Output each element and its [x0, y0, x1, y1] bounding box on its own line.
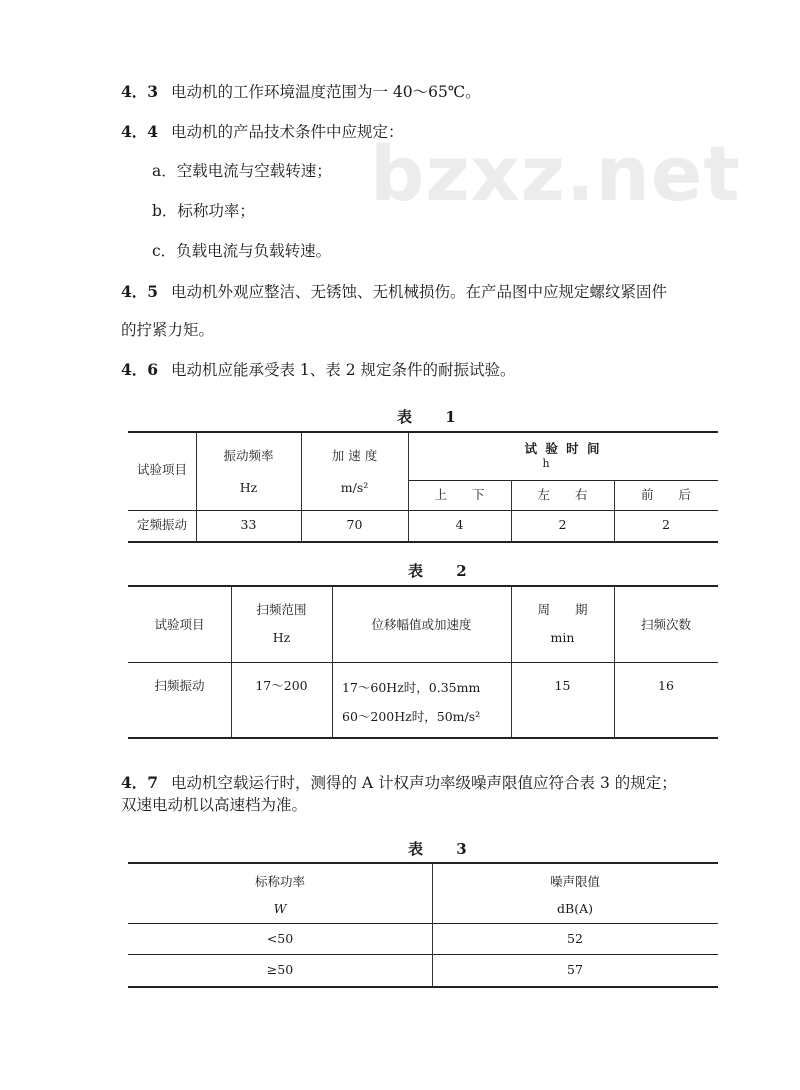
- table1-cell-updown: 4: [455, 517, 464, 532]
- table2-caption: 表 2: [408, 562, 481, 580]
- clause-text: 电动机应能承受表 1、表 2 规定条件的耐振试验。: [171, 361, 516, 379]
- table2-cell-displacement-2: 60～200Hz时，50m/s²: [342, 709, 481, 724]
- list-item-a: a．空载电流与空载转速；: [152, 162, 332, 180]
- table3-cell-power-2: ≥50: [266, 962, 294, 977]
- table3-cell-noise-2: 57: [567, 962, 583, 977]
- clause-text: 电动机的工作环境温度范围为一 40～65℃。: [171, 83, 481, 101]
- clause-4-5-continued: 的拧紧力矩。: [121, 321, 215, 339]
- table3-caption: 表 3: [408, 840, 481, 858]
- table2-header-range-unit: Hz: [272, 630, 291, 645]
- watermark: bzxz.net: [370, 129, 741, 218]
- table1-cell-leftright: 2: [558, 517, 567, 532]
- clause-4-7-continued: 双速电动机以高速档为准。: [121, 796, 308, 814]
- table3-header-power: 标称功率: [254, 874, 305, 889]
- table3-header-noise-unit: dB(A): [557, 901, 593, 916]
- clause-number: 4．4: [121, 122, 159, 141]
- clause-text: 电动机的产品技术条件中应规定：: [171, 123, 404, 141]
- clause-4-3: [121, 84, 481, 101]
- table1-header-item: 试验项目: [136, 462, 187, 477]
- table1-header-time-unit: h: [542, 457, 550, 470]
- clause-number: 4．7: [121, 773, 159, 792]
- clause-number: 4．6: [121, 360, 159, 379]
- clause-4-4: [121, 124, 404, 141]
- table1-header-updown: 上 下: [434, 487, 485, 502]
- table1-header-acc: 加 速 度: [331, 448, 378, 463]
- table1-cell-item: 定频振动: [136, 517, 187, 532]
- table1-header-time: 试 验 时 间: [524, 441, 602, 456]
- table3-cell-power-1: <50: [266, 931, 294, 946]
- table2-cell-item: 扫频振动: [154, 678, 205, 693]
- clause-4-6: [121, 362, 516, 379]
- table2-cell-displacement-1: 17～60Hz时，0.35mm: [342, 680, 481, 695]
- table2-header-period: 周 期: [537, 602, 588, 617]
- clause-4-5: [121, 284, 667, 301]
- table1-cell-acc: 70: [346, 517, 363, 532]
- table1-header-leftright: 左 右: [537, 487, 588, 502]
- list-item-c: c．负载电流与负载转速。: [152, 242, 332, 260]
- table1-caption: 表 1: [397, 408, 470, 426]
- clause-4-7: [121, 775, 677, 792]
- table3-header-noise: 噪声限值: [549, 874, 600, 889]
- list-item-b: b．标称功率；: [152, 202, 255, 220]
- table1-header-frontback: 前 后: [640, 487, 691, 502]
- table3-cell-noise-1: 52: [567, 931, 583, 946]
- table2-header-displacement: 位移幅值或加速度: [371, 617, 472, 632]
- table2-cell-range: 17～200: [255, 678, 308, 693]
- table2-cell-period: 15: [554, 678, 571, 693]
- table1-header-freq: 振动频率: [223, 448, 274, 463]
- table2-header-period-unit: min: [550, 630, 575, 645]
- clause-number: 4．3: [121, 82, 159, 101]
- clause-text: 电动机外观应整洁、无锈蚀、无机械损伤。在产品图中应规定螺纹紧固件: [171, 283, 668, 301]
- table2-header-range: 扫频范围: [256, 602, 307, 617]
- table2-header-count: 扫频次数: [640, 617, 691, 632]
- clause-text: 电动机空载运行时，测得的 A 计权声功率级噪声限值应符合表 3 的规定；: [171, 774, 677, 792]
- table1-header-acc-unit: m/s²: [340, 480, 369, 495]
- table1-header-freq-unit: Hz: [239, 480, 258, 495]
- table3-header-power-unit: W: [273, 901, 287, 916]
- table1-cell-freq: 33: [240, 517, 257, 532]
- clause-number: 4．5: [121, 282, 159, 301]
- table2-cell-count: 16: [658, 678, 674, 693]
- table2-header-item: 试验项目: [154, 617, 205, 632]
- table1-cell-frontback: 2: [662, 517, 670, 532]
